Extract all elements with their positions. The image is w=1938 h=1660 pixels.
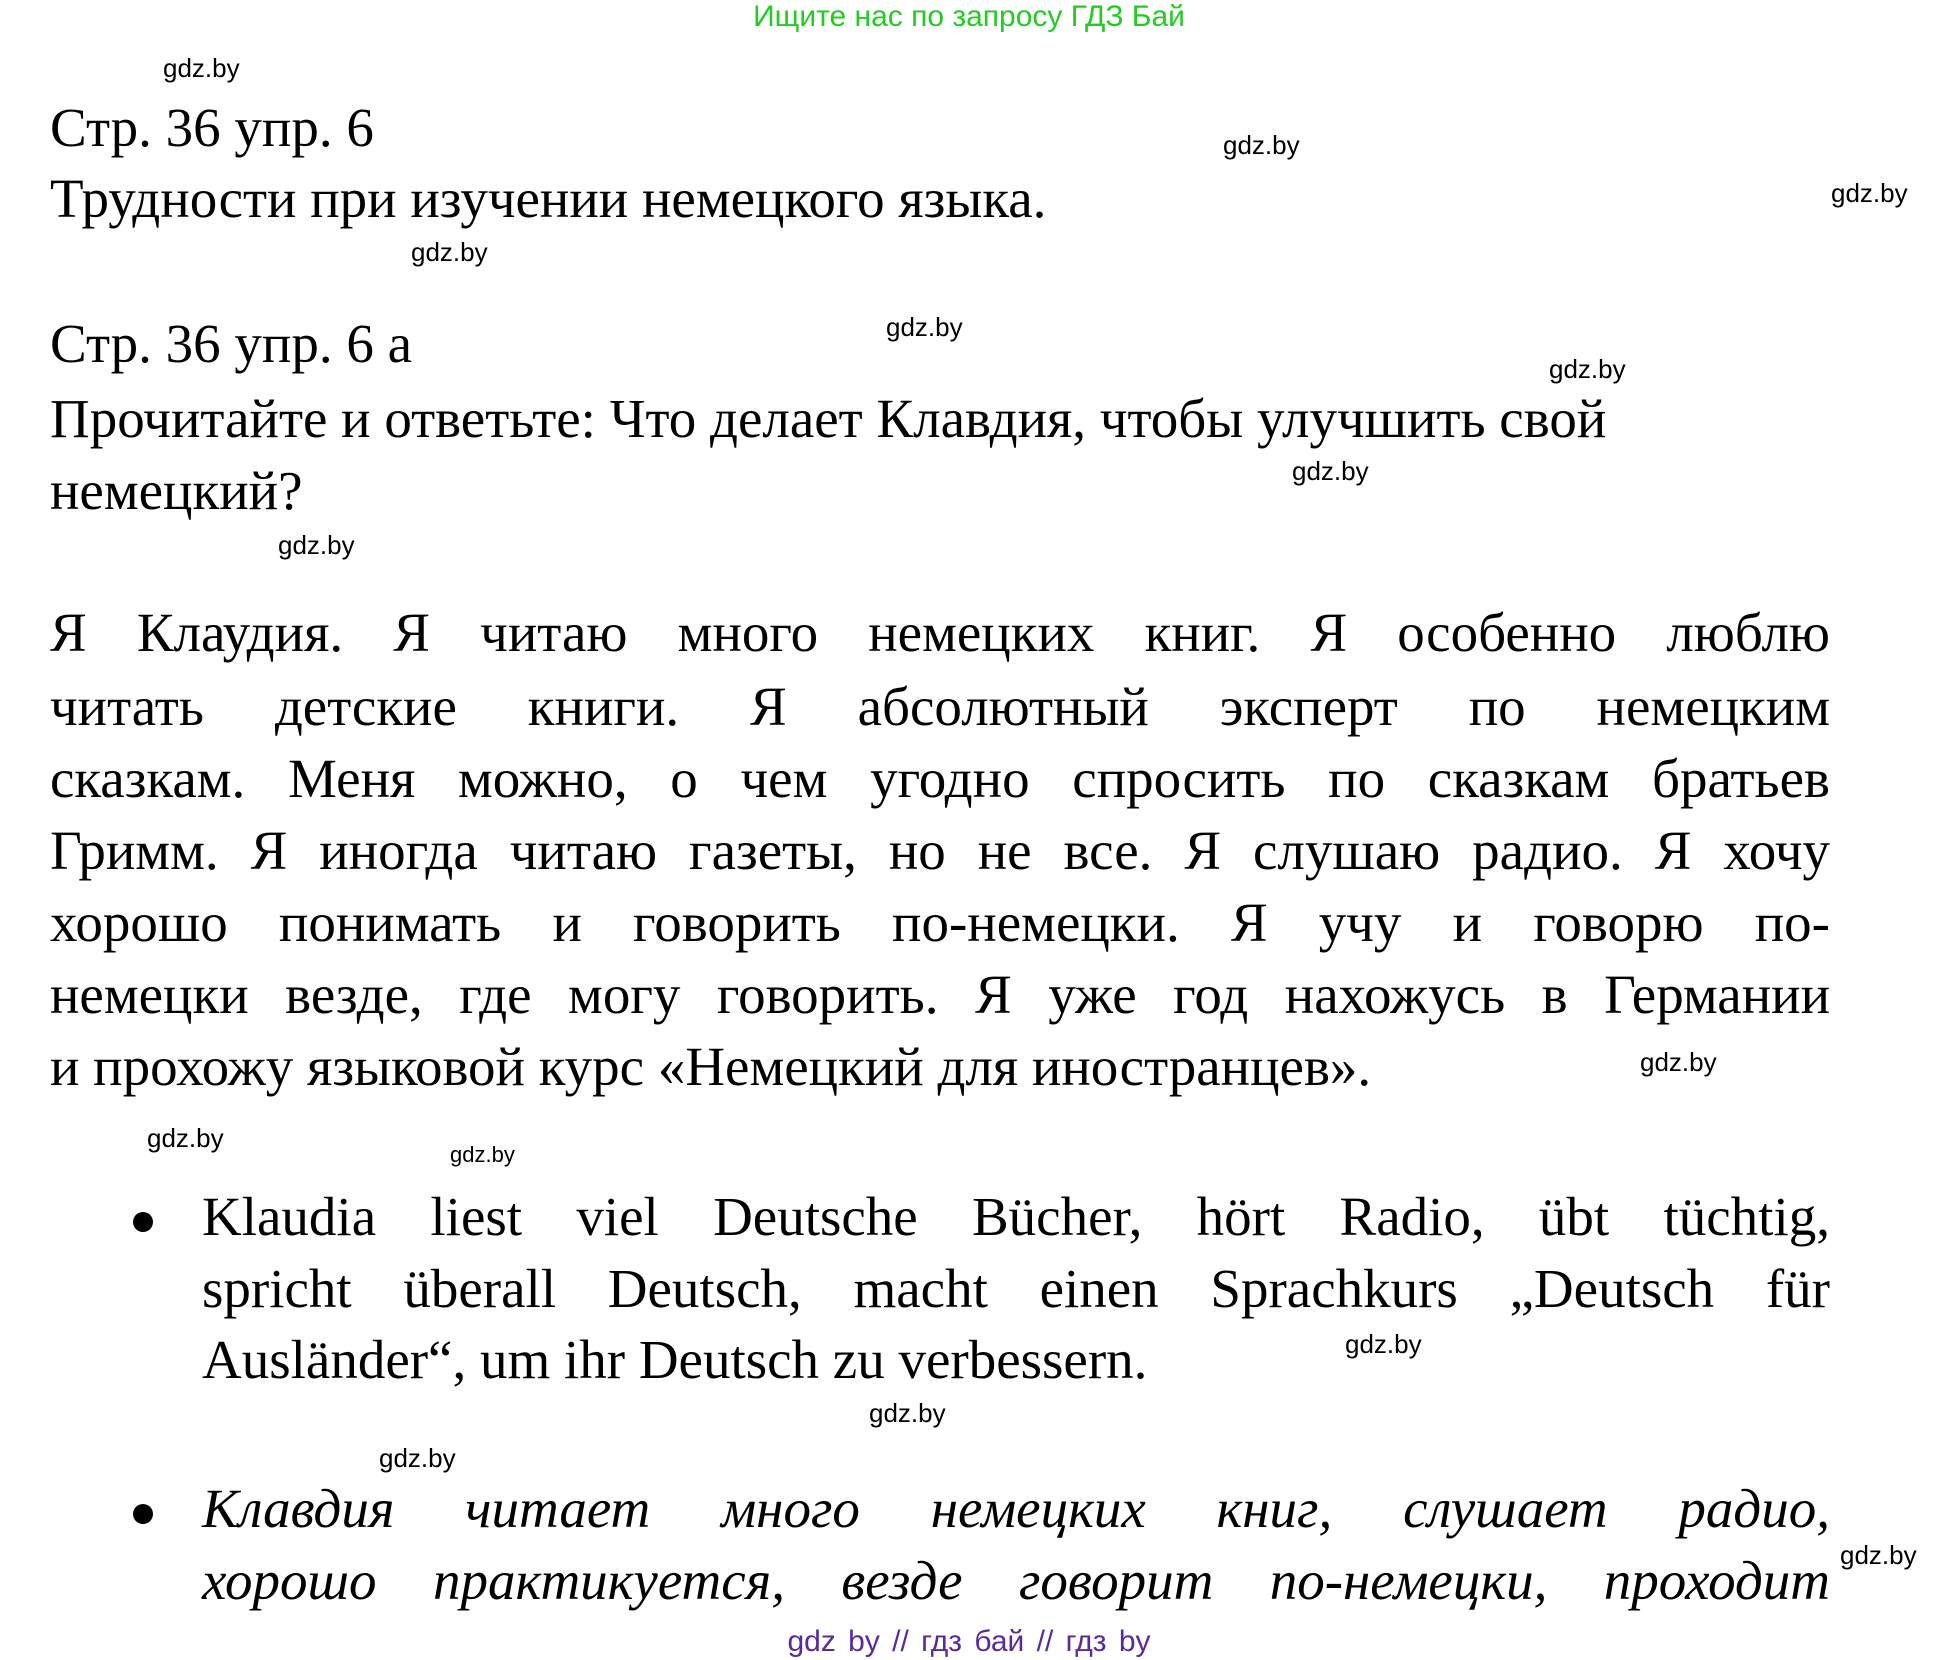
bullet-icon <box>133 1212 153 1232</box>
watermark: gdz.by <box>1831 178 1908 208</box>
watermark: gdz.by <box>379 1443 456 1473</box>
watermark: gdz.by <box>1292 456 1369 486</box>
footer-links: gdz by // гдз бай // гдз by <box>787 1625 1151 1658</box>
paragraph-line: Я Клаудия. Я читаю много немецких книг. Я особенно люблю <box>50 602 1830 663</box>
paragraph-line: и прохожу языковой курс «Немецкий для иностранцев». <box>50 1036 1372 1097</box>
bullet-line: хорошо практикуется, везде говорит по-немецки, проходит <box>202 1550 1830 1611</box>
watermark: gdz.by <box>869 1398 946 1428</box>
exercise-heading-1: Стр. 36 упр. 6 <box>50 97 374 158</box>
bullet-line: Клавдия читает много немецких книг, слушает радио, <box>202 1478 1830 1539</box>
search-hint-banner: Ищите нас по запросу ГДЗ Бай <box>753 0 1185 33</box>
watermark: gdz.by <box>886 312 963 342</box>
exercise-subtitle-1: Трудности при изучении немецкого языка. <box>50 168 1047 229</box>
watermark: gdz.by <box>1549 354 1626 384</box>
exercise-heading-2: Стр. 36 упр. 6 а <box>50 313 413 374</box>
paragraph-line: сказкам. Меня можно, о чем угодно спросить по сказкам братьев <box>50 748 1830 809</box>
watermark: gdz.by <box>163 53 240 83</box>
bullet-line: Ausländer“, um ihr Deutsch zu verbessern. <box>202 1329 1148 1390</box>
watermark: gdz.by <box>411 237 488 267</box>
question-line: немецкий? <box>50 460 303 521</box>
watermark: gdz.by <box>1345 1329 1422 1359</box>
bullet-icon <box>133 1504 153 1524</box>
watermark: gdz.by <box>147 1123 224 1153</box>
watermark: gdz.by <box>278 530 355 560</box>
paragraph-line: Гримм. Я иногда читаю газеты, но не все. Я слушаю радио. Я хочу <box>50 820 1830 881</box>
paragraph-line: читать детские книги. Я абсолютный эксперт по немецким <box>50 676 1830 737</box>
question-line: Прочитайте и ответьте: Что делает Клавдия, чтобы улучшить свой <box>50 388 1607 449</box>
bullet-line: spricht überall Deutsch, macht einen Sprachkurs „Deutsch für <box>202 1258 1830 1319</box>
watermark: gdz.by <box>1840 1540 1917 1570</box>
paragraph-line: немецки везде, где могу говорить. Я уже год нахожусь в Германии <box>50 964 1830 1025</box>
bullet-line: Klaudia liest viel Deutsche Bücher, hört Radio, übt tüchtig, <box>202 1186 1830 1247</box>
watermark: gdz.by <box>1223 130 1300 160</box>
watermark: gdz.by <box>450 1142 515 1167</box>
paragraph-line: хорошо понимать и говорить по-немецки. Я учу и говорю по- <box>50 892 1830 953</box>
watermark: gdz.by <box>1640 1047 1717 1077</box>
